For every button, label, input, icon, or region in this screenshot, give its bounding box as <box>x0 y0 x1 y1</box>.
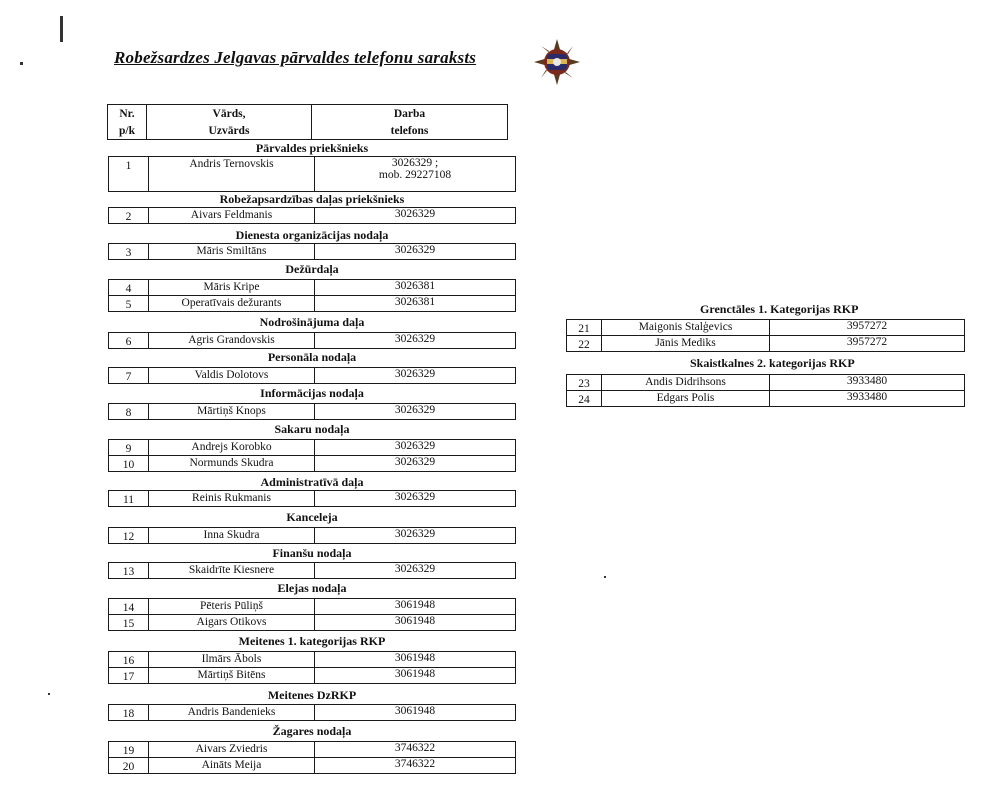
row-phone <box>315 296 515 311</box>
row-name: Edgars Polis <box>602 391 770 406</box>
row-phone <box>315 440 515 455</box>
header-nr-label: Nr. <box>119 108 135 120</box>
row-phone <box>315 244 515 259</box>
row-name: Reinis Rukmanis <box>149 491 315 506</box>
row-number: 14 <box>109 599 149 614</box>
row-number: 3 <box>109 244 149 259</box>
row-phone-value: 3933480 <box>846 391 888 403</box>
header-tel-sub-label: telefons <box>390 125 429 137</box>
row-phone <box>315 599 515 614</box>
row-number: 24 <box>567 391 602 406</box>
header-name-label: Vārds, <box>212 108 246 120</box>
row-phone <box>770 375 964 390</box>
row-name: Inna Skudra <box>149 528 315 543</box>
row-number: 23 <box>567 375 602 390</box>
row-phone-value: 3061948 <box>394 615 436 627</box>
section-title: Dežūrdaļa <box>285 262 339 276</box>
table-row <box>108 614 516 631</box>
row-number: 19 <box>109 742 149 757</box>
row-phone-value: 3746322 <box>394 742 436 754</box>
row-number: 13 <box>109 563 149 578</box>
border-guard-emblem-icon <box>532 37 582 87</box>
header-tel-label: Darba <box>393 108 426 120</box>
scan-mark <box>60 16 63 42</box>
row-name: Andris Bandenieks <box>149 705 315 720</box>
table-row <box>566 335 965 352</box>
row-phone-value: 3026381 <box>394 296 436 308</box>
row-number: 10 <box>109 456 149 471</box>
table-row <box>108 741 516 758</box>
row-phone <box>315 404 515 419</box>
row-number: 11 <box>109 491 149 506</box>
row-name: Maigonis Stalģevics <box>602 320 770 335</box>
row-phone <box>315 280 515 295</box>
table-row <box>108 439 516 456</box>
table-row <box>108 562 516 579</box>
row-number: 9 <box>109 440 149 455</box>
header-surname-label: Uzvārds <box>208 125 250 137</box>
row-phone <box>770 391 964 406</box>
row-name: Aivars Zviedris <box>149 742 315 757</box>
row-phone-value: 3026329 ; <box>391 157 439 169</box>
row-name: Mārtiņš Bitēns <box>149 668 315 683</box>
row-number: 16 <box>109 652 149 667</box>
table-row <box>108 527 516 544</box>
row-name: Skaidrīte Kiesnere <box>149 563 315 578</box>
row-number: 21 <box>567 320 602 335</box>
row-phone-value: 3026329 <box>394 333 436 345</box>
row-phone <box>315 528 515 543</box>
row-phone <box>315 208 515 223</box>
row-number: 8 <box>109 404 149 419</box>
table-row <box>108 295 516 312</box>
row-phone <box>315 615 515 630</box>
table-row <box>108 651 516 668</box>
row-phone-value: 3957272 <box>846 320 888 332</box>
table-row <box>108 403 516 420</box>
row-name: Andris Ternovskis <box>149 157 315 191</box>
table-header <box>107 104 508 140</box>
row-phone-value: 3026329 <box>394 563 436 575</box>
row-name: Mārtiņš Knops <box>149 404 315 419</box>
row-phone <box>315 742 515 757</box>
row-phone-value: 3061948 <box>394 652 436 664</box>
table-row <box>566 390 965 407</box>
row-number: 20 <box>109 758 149 773</box>
row-number: 1 <box>109 157 149 191</box>
table-row <box>108 207 516 224</box>
header-nr <box>108 105 147 139</box>
row-name: Ilmārs Ābols <box>149 652 315 667</box>
table-row <box>108 367 516 384</box>
section-title: Informācijas nodaļa <box>260 386 364 400</box>
table-row <box>108 598 516 615</box>
section-title: Elejas nodaļa <box>277 581 347 595</box>
section-title: Finanšu nodaļa <box>272 546 352 560</box>
table-row <box>108 704 516 721</box>
row-phone-value: 3061948 <box>394 668 436 680</box>
row-phone <box>770 320 964 335</box>
row-phone-value: 3026329 <box>394 208 436 220</box>
table-row <box>108 490 516 507</box>
row-phone-value: 3026329 <box>394 368 436 380</box>
table-row <box>108 243 516 260</box>
section-title: Žagares nodaļa <box>272 724 352 738</box>
row-phone <box>315 456 515 471</box>
row-name: Andis Didrihsons <box>602 375 770 390</box>
row-name: Māris Smiltāns <box>149 244 315 259</box>
row-phone-value: 3026329 <box>394 491 436 503</box>
row-name: Agris Grandovskis <box>149 333 315 348</box>
section-title: Dienesta organizācijas nodaļa <box>235 228 389 242</box>
table-row <box>108 156 516 192</box>
row-number: 15 <box>109 615 149 630</box>
row-phone-value: 3061948 <box>394 705 436 717</box>
row-phone <box>315 705 515 720</box>
section-title: Robežapsardzības daļas priekšnieks <box>219 192 405 206</box>
row-name: Pēteris Pūliņš <box>149 599 315 614</box>
row-number: 22 <box>567 336 602 351</box>
row-number: 12 <box>109 528 149 543</box>
row-phone-value: 3746322 <box>394 758 436 770</box>
row-phone-value: 3026329 <box>394 528 436 540</box>
row-phone <box>315 368 515 383</box>
header-name <box>147 105 312 139</box>
row-name: Operatīvais dežurants <box>149 296 315 311</box>
row-phone <box>315 491 515 506</box>
row-phone-value: 3026329 <box>394 440 436 452</box>
table-row <box>108 757 516 774</box>
row-phone-value: 3933480 <box>846 375 888 387</box>
row-name: Aigars Otikovs <box>149 615 315 630</box>
scan-mark <box>20 62 23 65</box>
section-title: Personāla nodaļa <box>267 350 357 364</box>
row-number: 18 <box>109 705 149 720</box>
row-phone-value: 3026329 <box>394 404 436 416</box>
table-row <box>108 279 516 296</box>
section-title: Skaistkalnes 2. kategorijas RKP <box>690 356 855 370</box>
row-number: 4 <box>109 280 149 295</box>
section-title: Sakaru nodaļa <box>274 422 350 436</box>
section-title: Administratīvā daļa <box>260 475 364 489</box>
section-title: Meitenes 1. kategorijas RKP <box>238 634 386 648</box>
row-phone <box>770 336 964 351</box>
row-name: Jānis Mediks <box>602 336 770 351</box>
scan-mark <box>604 576 606 578</box>
row-name: Aināts Meija <box>149 758 315 773</box>
row-name: Normunds Skudra <box>149 456 315 471</box>
header-pk-label: p/k <box>119 125 135 137</box>
row-name: Andrejs Korobko <box>149 440 315 455</box>
table-row <box>108 332 516 349</box>
table-row <box>108 455 516 472</box>
row-phone <box>315 563 515 578</box>
section-title: Pārvaldes priekšnieks <box>255 141 369 155</box>
document-title: Robežsardzes Jelgavas pārvaldes telefonu saraksts <box>114 48 477 67</box>
scan-mark <box>48 693 50 695</box>
row-phone <box>315 157 515 191</box>
section-title: Nodrošinājuma daļa <box>259 315 365 329</box>
row-number: 17 <box>109 668 149 683</box>
table-row <box>566 374 965 391</box>
row-phone <box>315 652 515 667</box>
row-number: 7 <box>109 368 149 383</box>
row-phone <box>315 668 515 683</box>
row-mobile-value: mob. 29227108 <box>378 169 452 181</box>
row-phone-value: 3026329 <box>394 456 436 468</box>
row-phone <box>315 758 515 773</box>
row-phone <box>315 333 515 348</box>
row-phone-value: 3061948 <box>394 599 436 611</box>
row-number: 2 <box>109 208 149 223</box>
row-number: 5 <box>109 296 149 311</box>
row-name: Aivars Feldmanis <box>149 208 315 223</box>
row-phone-value: 3026329 <box>394 244 436 256</box>
section-title: Grenctāles 1. Kategorijas RKP <box>700 302 859 316</box>
header-tel <box>312 105 507 139</box>
table-row <box>566 319 965 336</box>
table-row <box>108 667 516 684</box>
row-name: Valdis Dolotovs <box>149 368 315 383</box>
row-name: Māris Kripe <box>149 280 315 295</box>
section-title: Kanceleja <box>286 510 338 524</box>
row-phone-value: 3957272 <box>846 336 888 348</box>
row-phone-value: 3026381 <box>394 280 436 292</box>
section-title: Meitenes DzRKP <box>267 688 357 702</box>
row-number: 6 <box>109 333 149 348</box>
